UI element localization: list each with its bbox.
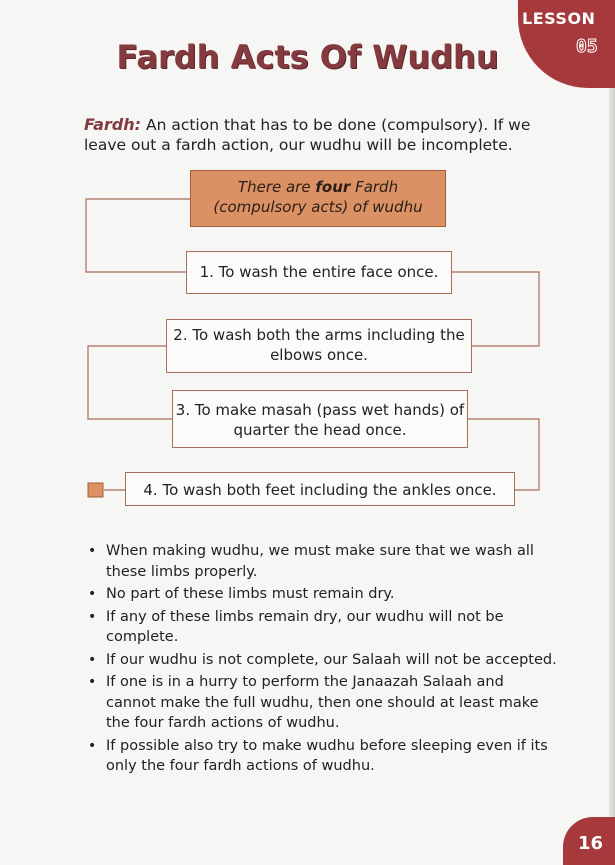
definition-text: An action that has to be done (compulsory). If we leave out a fardh action, our wudhu will be incomplete.	[84, 116, 531, 154]
connector-step2-to-step3	[88, 346, 172, 419]
bullet-icon: •	[88, 737, 97, 754]
list-item-text: If one is in a hurry to perform the Janaazah Salaah and cannot make the full wudhu, then one should at least make the four fardh actions of wudhu.	[106, 674, 539, 731]
fardh-step-3: 3. To make masah (pass wet hands) of quarter the head once.	[172, 390, 468, 448]
list-item	[88, 607, 558, 648]
list-item	[88, 650, 558, 671]
fardh-step-4: 4. To wash both feet including the ankles once.	[125, 472, 515, 506]
bullet-icon: •	[88, 674, 97, 690]
list-item	[88, 736, 558, 777]
list-item-text: No part of these limbs must remain dry.	[106, 586, 395, 602]
bullet-icon: •	[88, 608, 97, 625]
bullet-icon: •	[88, 586, 97, 602]
heading-prefix: There are	[237, 178, 311, 196]
list-item	[88, 672, 558, 734]
end-marker-square	[88, 483, 103, 497]
list-item	[88, 584, 558, 605]
notes-list	[88, 541, 558, 779]
bullet-icon: •	[88, 543, 97, 559]
list-item-text: When making wudhu, we must make sure that we wash all these limbs properly.	[106, 543, 534, 580]
list-item-text: If any of these limbs remain dry, our wudhu will not be complete.	[106, 608, 504, 645]
list-item-text: If our wudhu is not complete, our Salaah will not be accepted.	[106, 651, 557, 668]
connector-heading-to-step1	[86, 199, 190, 272]
bullet-icon: •	[88, 651, 97, 668]
page-number: 16	[578, 833, 604, 854]
fardh-step-1: 1. To wash the entire face once.	[186, 251, 452, 294]
fardh-count-heading	[190, 170, 446, 227]
heading-suffix: Fardh (compulsory acts) of wudhu	[213, 178, 423, 216]
lesson-number: 05	[576, 36, 598, 57]
list-item-text: If possible also try to make wudhu before sleeping even if its only the four fardh actions of wudhu.	[106, 737, 548, 774]
page-title: Fardh Acts Of Wudhu	[116, 38, 499, 76]
list-item	[88, 541, 558, 582]
heading-count: four	[315, 178, 351, 196]
definition-term: Fardh:	[84, 115, 142, 134]
lesson-label: LESSON	[522, 9, 596, 28]
fardh-step-2: 2. To wash both the arms including the elbows once.	[166, 319, 472, 373]
